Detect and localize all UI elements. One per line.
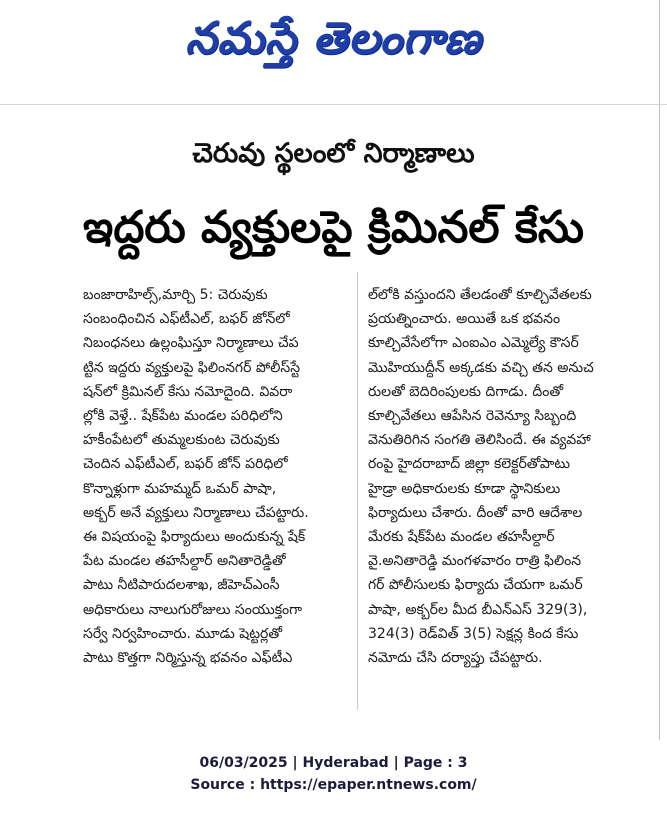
article-line: పాటు కొత్తగా నిర్మిస్తున్న భవనం ఎఫ్‌టీఎ <box>83 650 293 667</box>
masthead-logo <box>0 8 667 70</box>
article-line: హకీంపేటలో తుమ్మలకుంట చెరువుకు <box>83 432 280 449</box>
article-headline: ఇద్దరు వ్యక్తులపై క్రిమినల్ కేసు <box>83 202 584 253</box>
article-line: కూల్చివేతలు ఆపేసిన రెవెన్యూ సిబ్బంది <box>368 408 577 425</box>
column-divider <box>357 272 358 710</box>
masthead-title: నమస్తే తెలంగాణ <box>185 13 482 64</box>
article-line: అక్బర్ అనే వ్యక్తులు నిర్మాణాలు చేపట్టారు. <box>83 504 309 521</box>
article-line: నమోదు చేసి దర్యాప్తు చేపట్టారు. <box>368 650 543 667</box>
article-line: షన్‌లో క్రిమినల్ కేసు నమోదైంది. వివరా <box>83 383 293 400</box>
article-line: సర్వే నిర్వహించారు. మూడు షెట్టర్లతో <box>83 625 283 642</box>
article-line: ఈ విషయంపై ఫిర్యాదులు అందుకున్న షేక్ <box>83 529 306 546</box>
article-line: కొన్నాళ్లుగా మహమ్మద్ ఒమర్ పాషా, <box>83 480 277 497</box>
article-line: 324(3) రెడ్‌విత్ 3(5) సెక్షన్ల కింద కేసు <box>368 625 579 642</box>
article-line: మేరకు షేక్‌పేట మండల తహసీల్దార్ <box>368 529 555 546</box>
article-line: ల్లోకి వెళ్తే.. షేక్‌పేట మండల పరిధిలోని <box>83 408 283 425</box>
article-line: ట్టిన ఇద్దరు వ్యక్తులపై ఫిలింనగర్ పోలీస్‌స్టే <box>83 359 301 376</box>
footer-dateline: 06/03/2025 | Hyderabad | Page : 3 <box>199 755 468 771</box>
clipping-footer <box>0 752 667 796</box>
article-column-right <box>368 283 633 670</box>
article-line: రులతో బెదిరింపులకు దిగాడు. దీంతో <box>368 383 563 400</box>
article-kicker: చెరువు స్థలంలో నిర్మాణాలు <box>192 138 475 169</box>
footer-source: Source : https://epaper.ntnews.com/ <box>190 777 477 793</box>
article-line: వెనుతిరిగిన సంగతి తెలిసిందే. ఈ వ్యవహా <box>368 432 591 449</box>
article-line: సంబంధించిన ఎఫ్‌టీఎల్, బఫర్ జోన్‌లో <box>83 311 290 328</box>
article-line: బంజారాహిల్స్,మార్చి 5: చెరువుకు <box>83 287 268 303</box>
article-line: అధికారులు నాలుగురోజులు సంయుక్తంగా <box>83 601 302 618</box>
article-line: రంపై హైదరాబాద్ జిల్లా కలెక్టర్‌తోపాటు <box>368 456 570 473</box>
article-line: పేట మండల తహసీల్దార్ అనితారెడ్డితో <box>83 553 286 570</box>
article-line: నిబంధనలు ఉల్లంఘిస్తూ నిర్మాణాలు చేప <box>83 335 299 352</box>
article-line: ల్‌లోకి వస్తుందని తేలడంతో కూల్చివేతలకు <box>368 287 592 303</box>
article-column-left <box>83 283 348 670</box>
article-line: ప్రయత్నించారు. అయితే ఒక భవనం <box>368 311 561 328</box>
article-line: హైడ్రా అధికారులకు కూడా స్థానికులు <box>368 480 561 497</box>
article-line: ఫిర్యాదులు చేశారు. దీంతో వారి ఆదేశాల <box>368 504 583 521</box>
article-line: వై.అనితారెడ్డి మంగళవారం రాత్రి ఫిలింన <box>368 553 582 570</box>
masthead-divider <box>0 104 667 105</box>
article-line: గర్ పోలీసులకు ఫిర్యాదు చేయగా ఒమర్ <box>368 577 583 594</box>
article-line: కూల్చివేసేలోగా ఎంఐఎం ఎమ్మెల్యే కౌసర్ <box>368 335 579 352</box>
article-line: చెందిన ఎఫ్‌టీఎల్, బఫర్ జోన్ పరిధిలో <box>83 456 288 473</box>
article-line: పాషా, అక్బర్‌ల మీద బీఎన్‌ఎస్ 329(3), <box>368 601 588 618</box>
article-line: మొహియుద్దీన్ అక్కడకు వచ్చి తన అనుచ <box>368 359 594 376</box>
article-line: పాటు నీటిపారుదలశాఖ, జీహెచ్‌ఎంసీ <box>83 577 280 594</box>
